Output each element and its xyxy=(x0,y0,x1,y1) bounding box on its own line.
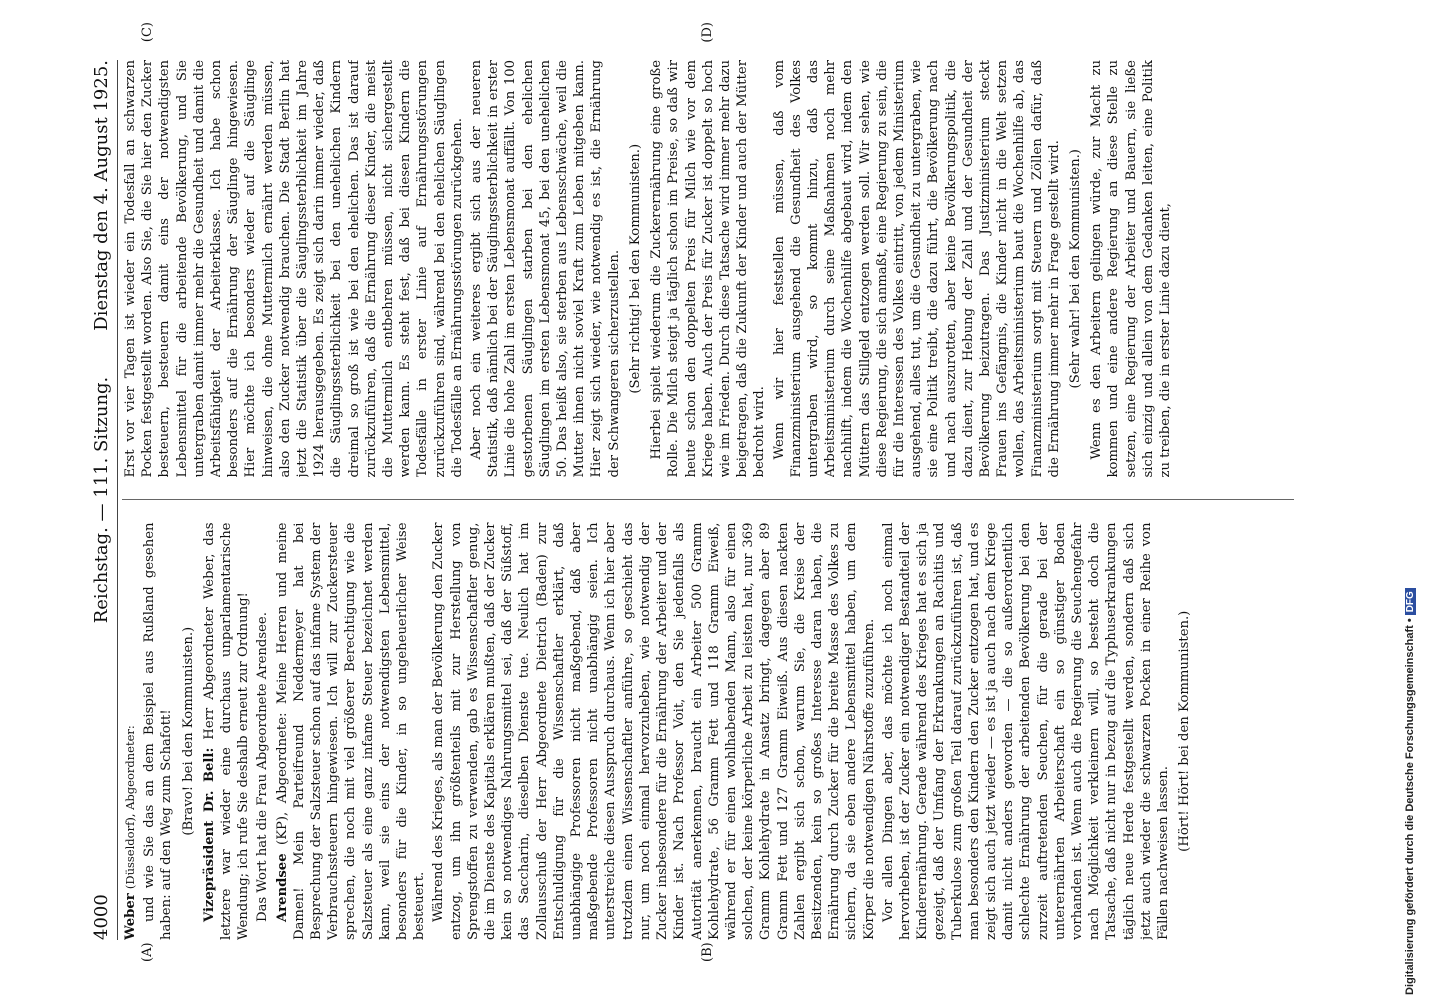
paragraph: Arendsee (KP), Abgeordnete: Meine Herren und meine Damen! Mein Parteifreund Neddermeyer hat bei Besprechung der Salzsteuer schon auf das infame System der Verbrauchssteuern hingewiesen. Ich will zur Zuckersteuer sprechen, die noch mit viel größerer Berechtigung wie die Salzsteuer als eine ganz infame Steuer bezeichnet werden kann, weil sie eins der notwendigsten Lebensmittel, besonders für die Kinder, in so ungeheuerlicher Weise besteuert. xyxy=(274,522,428,940)
margin-marker-c: (C) xyxy=(140,22,155,43)
interjection: (Sehr richtig! bei den Kommunisten.) xyxy=(627,143,643,394)
paragraph: und wie Sie das an dem Beispiel aus Rußland gesehen haben: auf den Weg zum Schafott! xyxy=(142,522,175,940)
margin-marker-a: (A) xyxy=(140,942,155,962)
text-columns xyxy=(122,60,1294,940)
header-date: Dienstag den 4. August 1925. xyxy=(90,60,112,331)
speaker-heading: Weber (Düsseldorf), Abgeordneter: xyxy=(123,725,138,940)
page-header xyxy=(88,60,114,940)
funding-note: Digitalisierung gefördert durch die Deutsche Forschungsgemeinschaft •DFG xyxy=(1404,588,1416,995)
paragraph: Wenn es den Arbeitern gelingen würde, zur Macht zu kommen und eine andere Regierung an diese Stelle zu setzen, eine Regierung der Arbeiter und Bauern, sie ließe sich einzig und allein von dem Gedanken leiten, eine Politik zu treiben, die in erster Linie dazu dient, xyxy=(1089,60,1173,478)
margin-marker-b: (B) xyxy=(700,942,715,962)
page-number: 4000 xyxy=(90,894,112,940)
header-rule xyxy=(117,60,118,940)
header-session-title: Reichstag. — 111. Sitzung. xyxy=(90,376,112,624)
paragraph: Wenn wir hier feststellen müssen, daß vom Finanzministerium ausgehend die Gesundheit des Volkes untergraben wird, so kommt hinzu, daß das Arbeitsministerium durch seine Maßnahmen noch mehr nachhilft, indem die Wochenhilfe abgebaut wird, indem den Müttern das Stillgeld entzogen werden soll. Wir sehen, wie diese Regierung, die sich anmaßt, eine Regierung zu sein, die für die Interessen des Volkes eintritt, von jedem Ministerium ausgehend, alles tut, um die Gesundheit zu untergraben, wie sie eine Politik treibt, die dazu führt, die Bevölkerung nach und nach auszurotten, aber keine Bevölkerungspolitik, die dazu dient, zur Hebung der Zahl und der Gesundheit der Bevölkerung beizutragen. Das Justizministerium steckt Frauen ins Gefängnis, die Kinder nicht in die Welt setzen wollen, das Arbeitsministerium baut die Wochenhilfe ab, das Finanzministerium sorgt mit Steuern und Zöllen dafür, daß die Ernährung immer mehr in Frage gestellt wird. xyxy=(771,60,1062,478)
paragraph: Erst vor vier Tagen ist wieder ein Todesfall an schwarzen Pocken festgestellt worden. Also Sie, die Sie hier den Zucker besteuern, besteuern damit eins der notwendigsten Lebensmittel für die arbeitende Bevölkerung, und Sie untergraben damit immer mehr die Gesundheit und damit die Arbeitsfähigkeit der Arbeiterklasse. Ich habe schon besonders auf die Ernährung der Säuglinge hingewiesen. Hier möchte ich besonders wieder auf die Säuglinge hinweisen, die ohne Muttermilch ernährt werden müssen, also den Zucker notwendig brauchen. Die Stadt Berlin hat jetzt die Statistik über die Säuglingssterblichkeit im Jahre 1924 herausgegeben. Es zeigt sich darin immer wieder, daß die Säuglingssterblichkeit bei den unehelichen Kindern dreimal so groß ist wie bei den ehelichen. Das ist darauf zurückzuführen, daß die Ernährung dieser Kinder, die meist die Muttermilch entbehren müssen, nicht sichergestellt werden kann. Es steht fest, daß bei diesen Kindern die Todesfälle in erster Linie auf Ernährungsstörungen zurückzuführen sind, während bei den ehelichen Säuglingen die Todesfälle an Ernährungsstörungen zurückgehen. xyxy=(123,60,465,478)
column-divider xyxy=(122,500,1294,501)
interjection: (Bravo! bei den Kommunisten.) xyxy=(180,626,196,836)
paragraph: Hierbei spielt wiederum die Zuckerernährung eine große Rolle. Die Milch steigt ja täglich schon im Preise, so daß wir heute schon den doppelten Preis für Milch wie vor dem Kriege haben. Auch der Preis für Zucker ist doppelt so hoch wie im Frieden. Durch diese Tatsache wird immer mehr dazu beigetragen, daß die Zukunft der Kinder und auch der Mütter bedroht wird. xyxy=(649,60,768,478)
paragraph: Vizepräsident Dr. Bell: Herr Abgeordneter Weber, das letztere war wieder eine durchaus unparlamentarische Wendung; ich rufe Sie deshalb erneut zur Ordnung! xyxy=(201,522,252,940)
interjection: (Sehr wahr! bei den Kommunisten.) xyxy=(1067,149,1083,389)
dfg-logo: DFG xyxy=(1405,588,1416,615)
margin-marker-d: (D) xyxy=(700,22,715,43)
left-column xyxy=(122,523,1294,941)
right-column xyxy=(122,60,1294,478)
interjection: (Hört! Hört! bei den Kommunisten.) xyxy=(1177,610,1193,852)
paragraph: Aber noch ein weiteres ergibt sich aus der neueren Statistik, daß nämlich bei der Säuglingssterblichkeit in erster Linie die hohe Zahl im ersten Lebensmonat auffällt. Von 100 gestorbenen Säuglingen starben bei den ehelichen Säuglingen im ersten Lebensmonat 45, bei den unehelichen 50. Das heißt also, sie sterben aus Lebensschwäche, weil die Mutter ihnen nicht soviel Kraft zum Leben mitgeben kann. Hier zeigt sich wieder, wie notwendig es ist, die Ernährung der Schwangeren sicherzustellen. xyxy=(469,60,622,478)
paragraph: Während des Krieges, als man der Bevölkerung den Zucker entzog, um ihn größtenteils mit zur Herstellung von Sprengstoffen zu verwenden, gab es Wissenschaftler genug, die im Dienste des Kapitals erklären mußten, daß der Zucker kein so notwendiges Nahrungsmittel sei, daß der Süßstoff, das Saccharin, dieselben Dienste tue. Neulich hat im Zollausschuß der Herr Abgeordnete Dietrich (Baden) zur Entschuldigung für die Wissenschaftler erklärt, daß unabhängige Professoren nicht maßgebend, daß aber maßgebende Professoren nicht unabhängig seien. Ich unterstreiche diesen Ausspruch durchaus. Wenn ich hier aber trotzdem einen Wissenschaftler anführe, so geschieht das nur, um noch einmal hervorzuheben, wie notwendig der Zucker insbesondere für die Ernährung der Arbeiter und der Kinder ist. Nach Professor Voit, den Sie jedenfalls als Autorität anerkennen, braucht ein Arbeiter 500 Gramm Kohlehydrate, 56 Gramm Fett und 118 Gramm Eiweiß, während er für einen wohlhabenden Mann, also für einen solchen, der keine körperliche Arbeit zu leisten hat, nur 369 Gramm Kohlehydrate in Ansatz bringt, dagegen aber 89 Gramm Fett und 127 Gramm Eiweiß. Aus diesen nackten Zahlen ergibt sich schon, warum Sie, die Kreise der Besitzenden, kein so großes Interesse daran haben, die Ernährung durch Zucker für die breite Masse des Volkes zu sichern, da sie eben andere Lebensmittel haben, um dem Körper die notwendigen Nährstoffe zuzuführen. xyxy=(431,522,877,940)
paragraph: Das Wort hat die Frau Abgeordnete Arendsee. xyxy=(255,612,271,922)
paragraph: Vor allen Dingen aber, das möchte ich noch einmal hervorheben, ist der Zucker ein notwendiger Bestandteil der Kinderernährung. Gerade während des Krieges hat es sich ja gezeigt, daß der Umfang der Erkrankungen an Rachitis und Tuberkulose zum großen Teil darauf zurückzuführen ist, daß man besonders den Kindern den Zucker entzogen hat, und es zeigt sich auch jetzt wieder — es ist ja auch nach dem Kriege damit nicht anders geworden — die so außerordentlich schlechte Ernährung der arbeitenden Bevölkerung bei den zurzeit auftretenden Seuchen, für die gerade bei der unterernährten Arbeiterschaft ein so günstiger Boden vorhanden ist. Wenn auch die Regierung die Seuchengefahr nach Möglichkeit verkleinern will, so besteht doch die Tatsache, daß nicht nur in bezug auf die Typhuserkrankungen täglich neue Herde festgestellt werden, sondern daß sich jetzt auch wieder die schwarzen Pocken in einer Reihe von Fällen nachweisen lassen. xyxy=(880,522,1171,940)
